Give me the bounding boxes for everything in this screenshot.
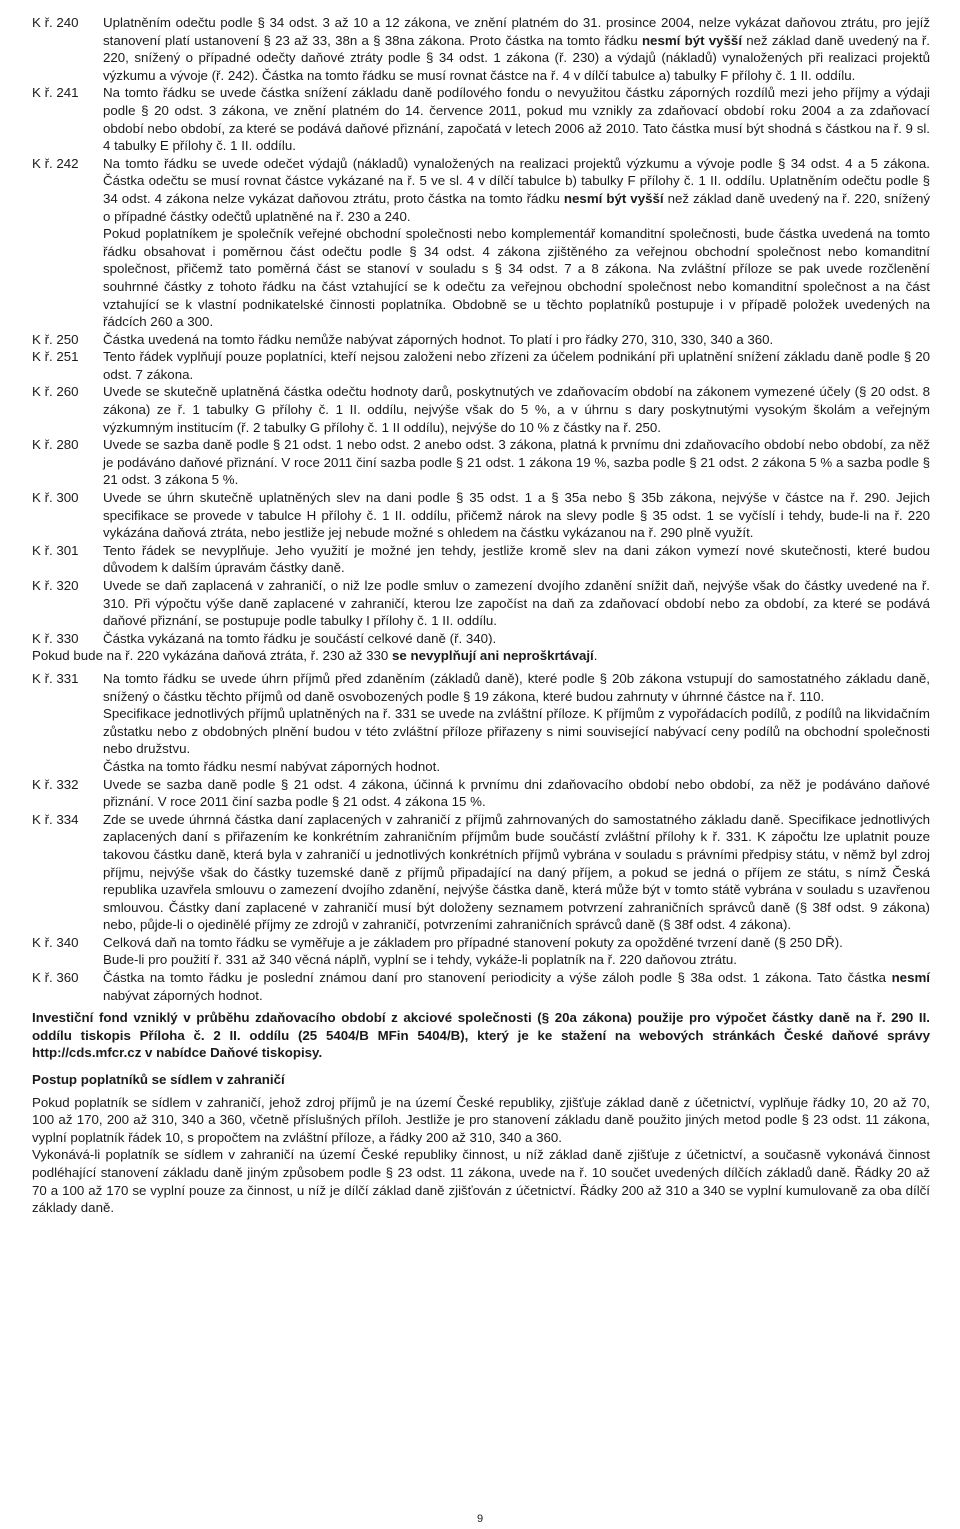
row-label: K ř. 250 (32, 331, 79, 347)
emphasis-text: nesmí (891, 970, 930, 986)
section-paragraph: Vykonává-li poplatník se sídlem v zahraničí na území České republiky činnost, u níž základ daně zjišťuje z účetnictví, a současně vykonává činnost podléhající stanovení základu daně jiným způsobem podle § 23 odst. 11 zákona, uvede na ř. 10 součet uvedených dílčích základů daně. Řádky 20 až 70 a 100 až 170 se vyplní pouze za činnost, u níž je dílčí základ daně zjišťován z účetnictví. Řádky 200 až 310 a 340 se vyplní kumulovaně za oba dílčí základy daně. (32, 1147, 930, 1216)
row-label: K ř. 340 (32, 934, 79, 950)
row-entry (32, 577, 930, 630)
row-entry (32, 84, 930, 154)
row-label: K ř. 301 (32, 542, 79, 558)
row-label: K ř. 300 (32, 490, 79, 506)
row-description (103, 630, 930, 648)
row-entry (32, 436, 930, 489)
row-entry (32, 542, 930, 577)
mid-note: Pokud bude na ř. 220 vykázána daňová ztráta, ř. 230 až 330 se nevyplňují ani neproškrtávají. (32, 648, 598, 664)
row-label: K ř. 242 (32, 155, 79, 171)
row-entry (32, 776, 930, 811)
row-label: K ř. 240 (32, 15, 79, 30)
row-label: K ř. 241 (32, 85, 79, 101)
emphasis-text: nesmí být vyšší (641, 32, 743, 48)
row-label: K ř. 332 (32, 776, 79, 792)
row-paragraph: Pokud poplatníkem je společník veřejné obchodní společnosti nebo komplementář komanditní společnosti, bude částka uvedená na tomto řádku obsahovat i poměrnou část odečtu podle § 34 odst. 4 zákona zjištěného za veřejnou obchodní společnost nebo komanditní společnost, přičemž tato poměrná část se stanoví v souladu s § 34 odst. 7 a 8 zákona. Na zvláštní příloze se pak uvede rozčlenění souhrnné částky z tohoto řádku na část vztahující se k odečtu za veřejnou obchodní společnost nebo komanditní společnost a na část vztahující se k vlastní podnikatelské činnosti poplatníka. Obdobně se u těchto poplatníků postupuje i v případě položek uvedených na řádcích 260 a 300. (103, 226, 930, 330)
row-entry (32, 811, 930, 934)
row-entry (32, 383, 930, 436)
row-label: K ř. 360 (32, 970, 79, 986)
page-number: 9 (476, 1513, 484, 1525)
row-paragraph: Uvede se daň zaplacená v zahraničí, o niž lze podle smluv o zamezení dvojího zdanění snížit daň, nejvýše však do částky uvedené na ř. 310. Při výpočtu výše daně zaplacené v zahraničí, kterou lze započíst na daň za zdaňovací období nebo za období, za které se podává daňové přiznání, se postupuje podle tabulky I přílohy č. 1 II. oddílu. (103, 578, 930, 629)
row-entry (32, 630, 930, 648)
row-description (103, 383, 930, 436)
row-paragraph: Celková daň na tomto řádku se vyměřuje a je základem pro případné stanovení pokuty za opožděné tvrzení daně (§ 250 DŘ). (103, 934, 843, 950)
row-label: K ř. 334 (32, 811, 79, 827)
row-label: K ř. 331 (32, 670, 79, 686)
row-entry (32, 155, 930, 331)
row-paragraph: Částka na tomto řádku je poslední známou daní pro stanovení periodicity a výše záloh podle § 38a odst. 1 zákona. Tato částka nesmí nabývat záporných hodnot. (103, 970, 930, 1003)
instructions-page (32, 14, 930, 1217)
row-description (103, 577, 930, 630)
row-description (103, 542, 930, 577)
row-description (103, 84, 930, 154)
row-description (103, 934, 930, 969)
row-description (103, 155, 930, 331)
row-entry (32, 670, 930, 776)
row-label: K ř. 280 (32, 437, 79, 453)
row-description (103, 670, 930, 776)
row-paragraph: Uvede se sazba daně podle § 21 odst. 1 nebo odst. 2 anebo odst. 3 zákona, platná k prvnímu dni zdaňovacího období nebo období, za něž je podáváno daňové přiznání. V roce 2011 činí sazba podle § 21 odst. 1 zákona 19 %, sazba podle § 21 odst. 2 zákona 5 % a sazba podle § 21 odst. 3 zákona 5 %. (103, 437, 930, 488)
row-paragraph: Uvede se sazba daně podle § 21 odst. 4 zákona, účinná k prvnímu dni zdaňovacího období nebo období, za něž je podáváno daňové přiznání. V roce 2011 činí sazba podle § 21 odst. 4 zákona 15 %. (103, 776, 930, 810)
row-label: K ř. 320 (32, 578, 79, 593)
row-paragraph: Tento řádek se nevyplňuje. Jeho využití je možné jen tehdy, jestliže kromě slev na dani zákon vymezí nové skutečnosti, které budou důvodem k dalším úpravám částky daně. (103, 542, 930, 576)
row-label: K ř. 260 (32, 384, 79, 400)
row-paragraph: Na tomto řádku se uvede odečet výdajů (nákladů) vynaložených na realizaci projektů výzkumu a vývoje podle § 34 odst. 4 a 5 zákona. Částka odečtu se musí rovnat částce vykázané na ř. 5 ve sl. 4 v dílčí tabulce b) tabulky F přílohy č. 1 II. oddílu. Uplatněním odečtu podle § 34 odst. 4 zákona nelze vykázat daňovou ztrátu, proto částka na tomto řádku nesmí být vyšší než základ daně uvedený na ř. 220, snížený o případné částky odečtů uplatněné na ř. 230 a 240. (103, 155, 930, 224)
row-entry (32, 331, 930, 349)
row-paragraph: Uvede se úhrn skutečně uplatněných slev na dani podle § 35 odst. 1 a § 35a nebo § 35b zákona, nejvýše v částce na ř. 290. Jejich specifikace se provede v tabulce H přílohy č. 1 II. oddílu, přičemž nárok na slevy podle § 35 odst. 1 se vyčíslí i tehdy, bude-li na ř. 220 vykázána daňová ztráta, nebo jestliže jej nebude možné s ohledem na částku vykázanou na ř. 290 plně využít. (103, 490, 930, 541)
section-paragraph: Pokud poplatník se sídlem v zahraničí, jehož zdroj příjmů je na území České republiky, zjišťuje základ daně z účetnictví, vyplňuje řádky 10, 20 až 70, 100 až 170, 200 až 310, 340 a 360, včetně příslušných příloh. Jestliže je pro stanovení základu daně použito jiných metod podle § 23 odst. 11 zákona, vyplní poplatník řádek 10, s propočtem na zvláštní příloze, a řádky 200 až 310, 340 a 360. (32, 1094, 930, 1145)
row-paragraph: Na tomto řádku se uvede úhrn příjmů před zdaněním (základů daně), které podle § 20b zákona vstupují do samostatného základu daně, snížený o částku těchto příjmů od daně osvobozených podle § 19 zákona, které budou zahrnuty v úhrnné částce na ř. 110. (103, 670, 930, 704)
row-paragraph: Uplatněním odečtu podle § 34 odst. 3 až 10 a 12 zákona, ve znění platném do 31. prosince 2004, nelze vykázat daňovou ztrátu, pro jejíž stanovení platí ustanovení § 23 až 33, 38n a § 38na zákona. Proto částka na tomto řádku nesmí být vyšší než základ daně uvedený na ř. 220, snížený o případné odečty daňové ztráty podle § 34 odst. 1 zákona (ř. 230) a výdajů (nákladů) vynaložených při realizaci projektů výzkumu a vývoje (ř. 242). Částka na tomto řádku se musí rovnat částce na ř. 4 v dílčí tabulce a) tabulky F přílohy č. 1 II. oddílu. (103, 15, 930, 83)
row-description (103, 348, 930, 383)
row-instructions-b (32, 670, 930, 1004)
row-entry (32, 14, 930, 84)
row-entry (32, 348, 930, 383)
row-description (103, 489, 930, 542)
row-paragraph: Bude-li pro použití ř. 331 až 340 věcná náplň, vyplní se i tehdy, vykáže-li poplatník na ř. 220 daňovou ztrátu. (103, 952, 737, 968)
emphasis-text: se nevyplňují ani neproškrtávají (392, 648, 594, 664)
row-paragraph: Specifikace jednotlivých příjmů uplatněných na ř. 331 se uvede na zvláštní příloze. K příjmům z vypořádacích podílů, z podílů na likvidačním zůstatku nebo z obdobných plnění budou v této zvláštní příloze přiřazeny s nimi související nabývací ceny podílů na obchodní společnosti nebo družstvu. (103, 706, 930, 757)
row-paragraph: Uvede se skutečně uplatněná částka odečtu hodnoty darů, poskytnutých ve zdaňovacím období na zákonem vymezené účely (§ 20 odst. 8 zákona) ze ř. 1 tabulky G přílohy č. 1 II. oddílu, nejvýše však do 5 %, a v úhrnu s dary poskytnutými vysokým školám a veřejným výzkumným institucím (ř. 2 tabulky G přílohy č. 1 II oddílu), nejvýše do 10 % z částky na ř. 250. (103, 384, 930, 435)
row-entry (32, 969, 930, 1004)
row-description (103, 776, 930, 811)
row-description (103, 969, 930, 1004)
row-description (103, 436, 930, 489)
row-paragraph: Částka vykázaná na tomto řádku je součástí celkové daně (ř. 340). (103, 630, 497, 646)
row-label: K ř. 330 (32, 630, 79, 646)
row-paragraph: Částka na tomto řádku nesmí nabývat záporných hodnot. (103, 758, 441, 774)
row-paragraph: Částka uvedená na tomto řádku nemůže nabývat záporných hodnot. To platí i pro řádky 270, 310, 330, 340 a 360. (103, 331, 774, 347)
row-entry (32, 934, 930, 969)
row-label: K ř. 251 (32, 349, 79, 365)
investment-fund-note: Investiční fond vzniklý v průběhu zdaňovacího období z akciové společnosti (§ 20a zákona) použije pro výpočet částky daně na ř. 290 II. oddílu tiskopis Příloha č. 2 II. oddílu (25 5404/B MFin 5404/B), který je ke stažení na webových stránkách České daňové správy http://cds.mfcr.cz v nabídce Daňové tiskopisy. (32, 1010, 930, 1061)
row-paragraph: Tento řádek vyplňují pouze poplatníci, kteří nejsou založeni nebo zřízeni za účelem podnikání při uplatnění snížení základu daně podle § 20 odst. 7 zákona. (103, 349, 930, 382)
row-entry (32, 489, 930, 542)
row-paragraph: Na tomto řádku se uvede částka snížení základu daně podílového fondu o nevyužitou částku záporných rozdílů mezi jeho příjmy a výdaji podle § 20 odst. 3 zákona, ve znění platném do 14. července 2011, pokud mu vznikly za zdaňovací období roku 2004 a za zdaňovací období nebo období, za které se podává daňové přiznání, započatá v letech 2006 až 2010. Tato částka musí být shodná s částkou na ř. 9 sl. 4 tabulky E přílohy č. 1 II. oddílu. (103, 85, 930, 154)
row-instructions-a (32, 14, 930, 647)
emphasis-text: nesmí být vyšší (563, 190, 664, 206)
row-description (103, 811, 930, 934)
row-description (103, 14, 930, 84)
row-paragraph: Zde se uvede úhrnná částka daní zaplacených v zahraničí z příjmů zahrnovaných do samostatného základu daně. Specifikace jednotlivých zaplacených daní s přiřazením ke konkrétním zahraničním příjmům bude součástí zvláštní přílohy k ř. 331. K zápočtu lze uplatnit pouze takovou částku daně, která byla v zahraničí u jednotlivých konkrétních příjmů vybrána v souladu s právními předpisy státu, v němž byl zdroj příjmu, nejvýše však do částky tuzemské daně z příjmů připadající na daný příjem, a pokud se jedná o příjem ze státu, s nímž Česká republika uzavřela smlouvu o zamezení dvojího zdanění, nejvýše částka daně, která může být v tomto státě vybrána v souladu s uzavřenou smlouvou. Částky daní zaplacené v zahraničí musí být doloženy seznamem potvrzení zahraničních správců daně (§ 38f odst. 9 zákona) nebo, půjde-li o ojedinělé příjmy ze zdrojů v zahraničí, potvrzeními zahraničních správců daně (§ 38f odst. 4 zákona). (103, 811, 930, 933)
row-description (103, 331, 930, 349)
section-heading: Postup poplatníků se sídlem v zahraničí (32, 1072, 285, 1088)
